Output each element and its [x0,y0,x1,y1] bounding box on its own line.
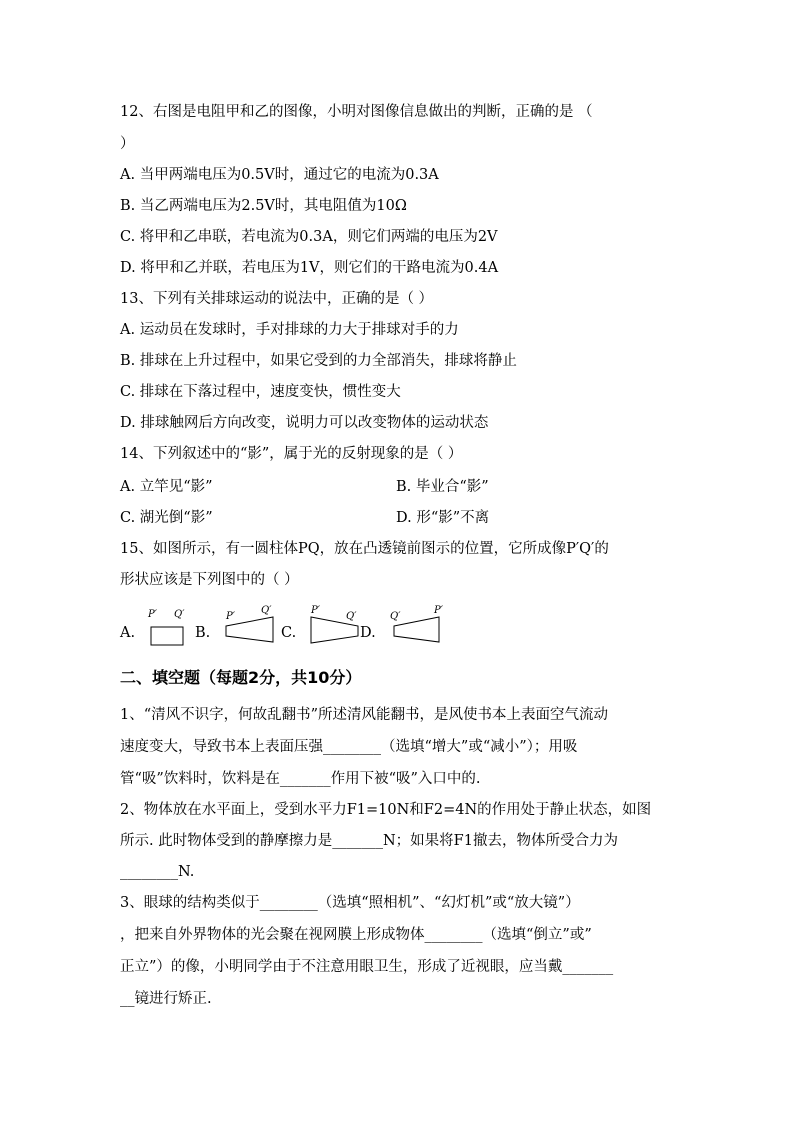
label-q-prime: Q′ [390,611,401,622]
q15-option-b-letter: B. [195,625,211,641]
q15-option-b-shape [215,603,281,653]
q15-option-c-letter: C. [281,625,297,641]
label-p-prime: P′ [226,611,235,622]
q13-option-b: B. 排球在上升过程中，如果它受到的力全部消失，排球将静止 [120,353,517,369]
label-p-prime: P′ [148,609,157,620]
fill3-line4: __镜进行矫正. [120,991,212,1007]
fill2-line2: 所示. 此时物体受到的静摩擦力是_______N；如果将F1撤去，物体所受合力为 [120,833,618,849]
q15-option-c-shape [302,603,368,653]
q12-option-a: A. 当甲两端电压为0.5V时，通过它的电流为0.3A [120,167,439,183]
q12-option-b: B. 当乙两端电压为2.5V时，其电阻值为10Ω [120,198,407,214]
q12-option-c: C. 将甲和乙串联，若电流为0.3A，则它们两端的电压为2V [120,229,498,245]
fill3-line3: 正立”）的像，小明同学由于不注意用眼卫生，形成了近视眼，应当戴_______ [120,959,614,975]
q14-option-a: A. 立竿见“影” [120,479,213,495]
q15-option-d-shape [384,603,450,653]
image-trapezoid [394,617,439,642]
q15-option-d-letter: D. [360,625,376,641]
label-p-prime: P′ [434,605,443,616]
q14-option-d: D. 形“影”不离 [396,510,490,526]
q15-stem: 15、如图所示，有一圆柱体PQ，放在凸透镜前图示的位置，它所成像P′Q′的 [120,541,609,557]
label-q-prime: Q′ [261,605,272,616]
q15-option-a-shape [144,603,192,653]
fill2-line3: ________N. [120,864,195,880]
q15-options-figure [120,603,460,653]
q12-stem-cont: ） [120,136,135,152]
q12-stem: 12、右图是电阻甲和乙的图像，小明对图像信息做出的判断，正确的是 （ [120,104,593,120]
image-rectangle [151,627,183,645]
q13-option-d: D. 排球触网后方向改变，说明力可以改变物体的运动状态 [120,415,489,431]
q15-option-a-letter: A. [120,625,136,641]
label-q-prime: Q′ [346,611,357,622]
q14-option-c: C. 湖光倒“影” [120,510,213,526]
q14-option-b: B. 毕业合“影” [396,479,489,495]
fill3-line2: ，把来自外界物体的光会聚在视网膜上形成物体________（选填“倒立”或” [120,927,592,943]
section-title: 二、填空题（每题2分，共10分） [120,668,362,687]
fill1-line2: 速度变大，导致书本上表面压强________（选填“增大”或“减小”）；用吸 [120,739,578,755]
q13-option-c: C. 排球在下落过程中，速度变快，惯性变大 [120,384,401,400]
fill3-line1: 3、眼球的结构类似于________（选填“照相机”、“幻灯机”或“放大镜”） [120,895,580,911]
q13-option-a: A. 运动员在发球时，手对排球的力大于排球对手的力 [120,322,459,338]
label-q-prime: Q′ [174,609,185,620]
fill2-line1: 2、物体放在水平面上，受到水平力F1=10N和F2=4N的作用处于静止状态，如图 [120,802,652,818]
fill1-line3: 管“吸”饮料时，饮料是在_______作用下被“吸”入口中的. [120,771,481,787]
fill1-line1: 1、“清风不识字，何故乱翻书”所述清风能翻书，是风使书本上表面空气流动 [120,707,609,723]
q12-option-d: D. 将甲和乙并联，若电压为1V，则它们的干路电流为0.4A [120,260,499,276]
q14-stem: 14、下列叙述中的“影”，属于光的反射现象的是（ ） [120,446,463,462]
q15-stem-cont: 形状应该是下列图中的（ ） [120,572,299,588]
q13-stem: 13、下列有关排球运动的说法中，正确的是（ ） [120,291,434,307]
label-p-prime: P′ [311,605,320,616]
